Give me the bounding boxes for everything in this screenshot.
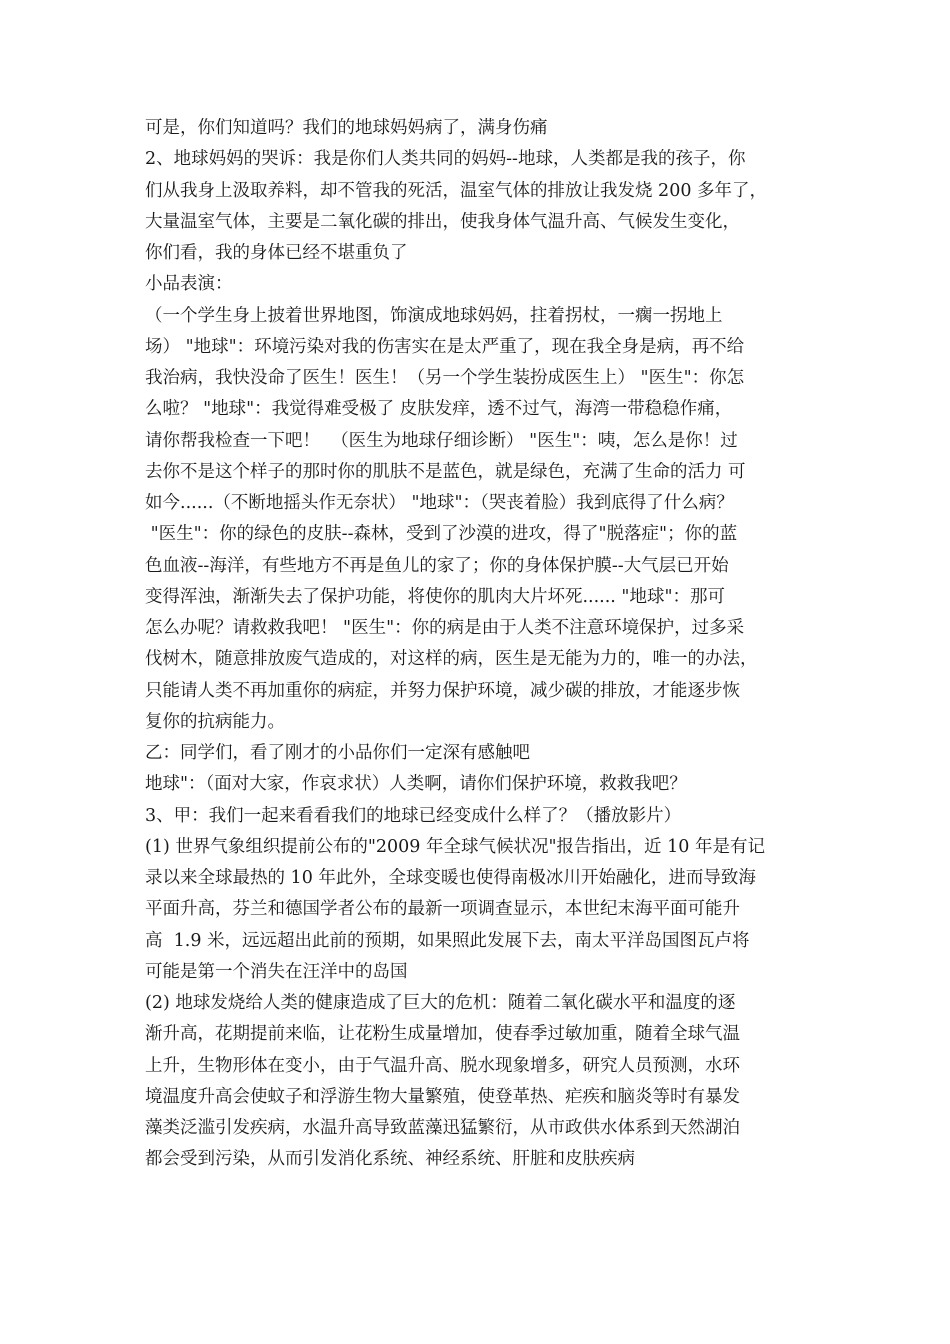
text-line: 2、地球妈妈的哭诉：我是你们人类共同的妈妈--地球，人类都是我的孩子，你 [145,149,746,170]
text-line: 去你不是这个样子的那时你的肌肤不是蓝色，就是绿色，充满了生命的活力 可 [145,461,746,482]
text-line: 乙：同学们，看了刚才的小品你们一定深有感触吧 [145,743,530,763]
text-line: 藻类泛滥引发疾病，水温升高导致蓝藻迅猛繁衍，从市政供水体系到天然湖泊 [145,1118,740,1138]
text-line: 小品表演： [145,274,233,295]
text-line: 我治病，我快没命了医生！医生！（另一个学生装扮成医生上） "医生"：你怎 [145,368,745,388]
text-line: 色血液--海洋，有些地方不再是鱼儿的家了；你的身体保护膜--大气层已开始 [145,555,729,576]
text-line: 都会受到污染，从而引发消化系统、神经系统、肝脏和皮肤疾病 [145,1149,635,1170]
text-line: 怎么办呢？请救救我吧！ "医生"：你的病是由于人类不注意环境保护，过多采 [145,618,745,638]
text-line: 大量温室气体，主要是二氧化碳的排出，使我身体气温升高、气候发生变化， [145,211,740,232]
text-line: 境温度升高会使蚊子和浮游生物大量繁殖，使登革热、疟疾和脑炎等时有暴发 [145,1086,740,1107]
text-line: "医生"：你的绿色的皮肤--森林，受到了沙漠的进攻，得了"脱落症"；你的蓝 [145,524,738,545]
text-line: (1) 世界气象组织提前公布的"2009 年全球气候状况"报告指出，近 10 年是有记 [145,836,765,857]
text-line: 请你帮我检查一下吧！ （医生为地球仔细诊断） "医生"：咦，怎么是你！过 [145,430,738,451]
text-line: (2) 地球发烧给人类的健康造成了巨大的危机：随着二氧化碳水平和温度的逐 [145,993,736,1013]
document-body [145,113,835,1176]
text-line: 录以来全球最热的 10 年此外，全球变暖也使得南极冰川开始融化，进而导致海 [145,868,756,888]
text-line: 平面升高，芬兰和德国学者公布的最新一项调查显示，本世纪末海平面可能升 [145,899,740,920]
text-line: 高 1.9 米，远远超出此前的预期，如果照此发展下去，南太平洋岛国图瓦卢将 [145,930,750,951]
text-line: 可能是第一个消失在汪洋中的岛国 [145,961,408,982]
text-line: 复你的抗病能力。 [145,711,285,732]
text-line: 3、甲：我们一起来看看我们的地球已经变成什么样了？（播放影片） [145,805,682,826]
text-line: 地球"：（面对大家，作哀求状）人类啊，请你们保护环境，救救我吧？ [145,774,687,795]
text-line: 可是，你们知道吗？我们的地球妈妈病了，满身伤痛 [145,118,548,138]
text-line: 如今......（不断地摇头作无奈状） "地球"：（哭丧着脸）我到底得了什么病？ [145,493,734,513]
text-line: 么啦？ "地球"：我觉得难受极了 皮肤发痒，透不过气，海湾一带稳稳作痛， [145,399,733,420]
text-line: 场） "地球"：环境污染对我的伤害实在是太严重了，现在我全身是病，再不给 [145,336,745,357]
text-line: 们从我身上汲取养料，却不管我的死活，温室气体的排放让我发烧 200 多年了， [145,180,768,201]
text-line: 你们看，我的身体已经不堪重负了 [145,243,408,263]
text-line: 伐树木，随意排放废气造成的，对这样的病，医生是无能为力的，唯一的办法， [145,649,758,670]
text-line: 上升，生物形体在变小，由于气温升高、脱水现象增多，研究人员预测，水环 [145,1055,740,1076]
text-line: 只能请人类不再加重你的病症，并努力保护环境，减少碳的排放，才能逐步恢 [145,680,740,701]
text-line: 变得浑浊，渐渐失去了保护功能，将使你的肌肉大片坏死...... "地球"：那可 [145,586,726,607]
text-line: （一个学生身上披着世界地图，饰演成地球妈妈，拄着拐杖，一瘸一拐地上 [145,305,723,326]
text-line: 渐升高，花期提前来临，让花粉生成量增加，使春季过敏加重，随着全球气温 [145,1024,740,1045]
